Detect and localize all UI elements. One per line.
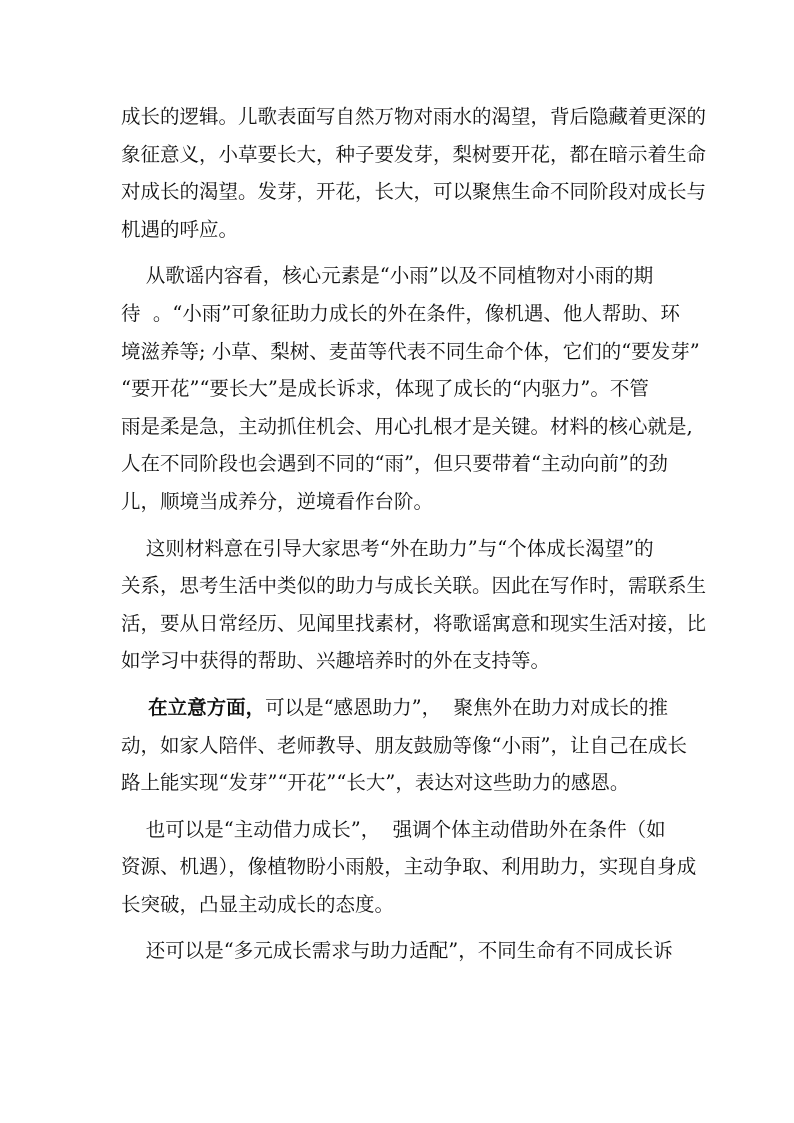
text-line: 资源、机遇），像植物盼小雨般，主动争取、利用助力，实现自身成 bbox=[121, 855, 697, 879]
paragraph-4 bbox=[121, 689, 687, 802]
text-line: 关系，思考生活中类似的助力与成长关联。因此在写作时，需联系生 bbox=[121, 574, 707, 598]
text-segment: 可以是“感恩助力”， 聚焦外在助力对成长的推 bbox=[265, 695, 668, 719]
text-line: 境滋养等; 小草、梨树、麦苗等代表不同生命个体，它们的“要发芽” bbox=[121, 339, 700, 363]
text-line bbox=[121, 689, 676, 727]
text-line: 这则材料意在引导大家思考“外在助力”与“个体成长渴望”的 bbox=[121, 536, 654, 560]
text-line: 从歌谣内容看，核心元素是“小雨”以及不同植物对小雨的期 bbox=[121, 264, 654, 288]
text-line: 路上能实现“发芽”“开花”“长大”，表达对这些助力的感恩。 bbox=[121, 771, 630, 795]
text-line: 待 。“小雨”可象征助力成长的外在条件，像机遇、他人帮助、环 bbox=[121, 301, 680, 325]
text-line: 活，要从日常经历、见闻里找素材，将歌谣寓意和现实生活对接，比 bbox=[121, 611, 707, 635]
text-line: 也可以是“主动借力成长”， 强调个体主动借助外在条件（如 bbox=[121, 817, 666, 841]
text-line: 如学习中获得的帮助、兴趣培养时的外在支持等。 bbox=[121, 649, 551, 673]
text-line: 对成长的渴望。发芽，开花，长大，可以聚焦生命不同阶段对成长与 bbox=[121, 180, 707, 204]
document-body bbox=[121, 98, 707, 970]
paragraph-3 bbox=[121, 530, 707, 680]
text-line: 成长的逻辑。儿歌表面写自然万物对雨水的渴望，背后隐藏着更深的 bbox=[121, 105, 707, 128]
bold-lead: 在立意方面， bbox=[121, 695, 266, 719]
paragraph-6 bbox=[121, 932, 676, 970]
text-line: 儿，顺境当成养分，逆境看作台阶。 bbox=[121, 489, 434, 513]
text-line: 动，如家人陪伴、老师教导、朋友鼓励等像“小雨”，让自己在成长 bbox=[121, 733, 687, 757]
paragraph-2 bbox=[121, 257, 700, 520]
text-line: 机遇的呼应。 bbox=[121, 217, 239, 241]
text-line: 人在不同阶段也会遇到不同的“雨”，但只要带着“主动向前”的劲 bbox=[121, 452, 668, 476]
text-line: 象征意义，小草要长大，种子要发芽，梨树要开花，都在暗示着生命 bbox=[121, 142, 707, 166]
text-line: “要开花”“要长大”是成长诉求，体现了成长的“内驱力”。不管 bbox=[121, 377, 649, 401]
text-line: 长突破，凸显主动成长的态度。 bbox=[121, 892, 395, 916]
paragraph-5 bbox=[121, 811, 697, 924]
paragraph-1 bbox=[121, 98, 707, 248]
text-line: 还可以是“多元成长需求与助力适配”，不同生命有不同成长诉 bbox=[121, 939, 673, 963]
text-line: 雨是柔是急，主动抓住机会、用心扎根才是关键。材料的核心就是, bbox=[121, 414, 693, 438]
